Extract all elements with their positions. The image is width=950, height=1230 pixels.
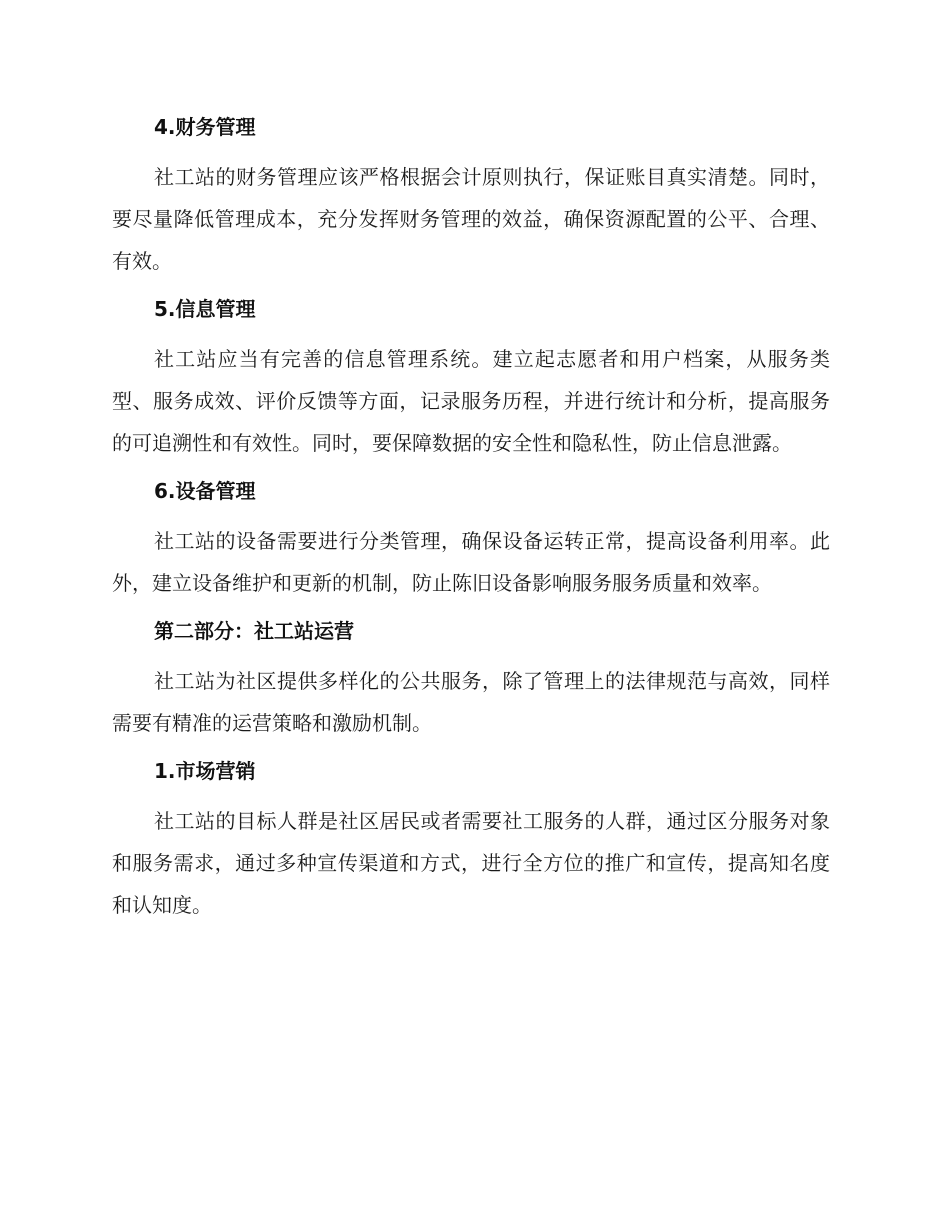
section-body-equipment: 社工站的设备需要进行分类管理，确保设备运转正常，提高设备利用率。此外，建立设备维护和更新的机制，防止陈旧设备影响服务服务质量和效率。 (112, 529, 830, 595)
section-body-information: 社工站应当有完善的信息管理系统。建立起志愿者和用户档案，从服务类型、服务成效、评价反馈等方面，记录服务历程，并进行统计和分析，提高服务的可追溯性和有效性。同时，要保障数据的安全性和隐私性，防止信息泄露。 (112, 347, 830, 455)
document-content (112, 108, 830, 934)
section-heading-information: 5.信息管理 (154, 297, 256, 321)
section-heading-part-two: 第二部分：社工站运营 (154, 619, 354, 643)
section-body-marketing: 社工站的目标人群是社区居民或者需要社工服务的人群，通过区分服务对象和服务需求，通过多种宣传渠道和方式，进行全方位的推广和宣传，提高知名度和认知度。 (112, 809, 830, 917)
section-heading-marketing: 1.市场营销 (154, 759, 256, 783)
section-heading-equipment: 6.设备管理 (154, 479, 256, 503)
section-body-part-two: 社工站为社区提供多样化的公共服务，除了管理上的法律规范与高效，同样需要有精准的运营策略和激励机制。 (112, 669, 830, 735)
section-heading-finance: 4.财务管理 (154, 115, 256, 139)
section-body-finance: 社工站的财务管理应该严格根据会计原则执行，保证账目真实清楚。同时，要尽量降低管理成本，充分发挥财务管理的效益，确保资源配置的公平、合理、有效。 (112, 165, 830, 273)
